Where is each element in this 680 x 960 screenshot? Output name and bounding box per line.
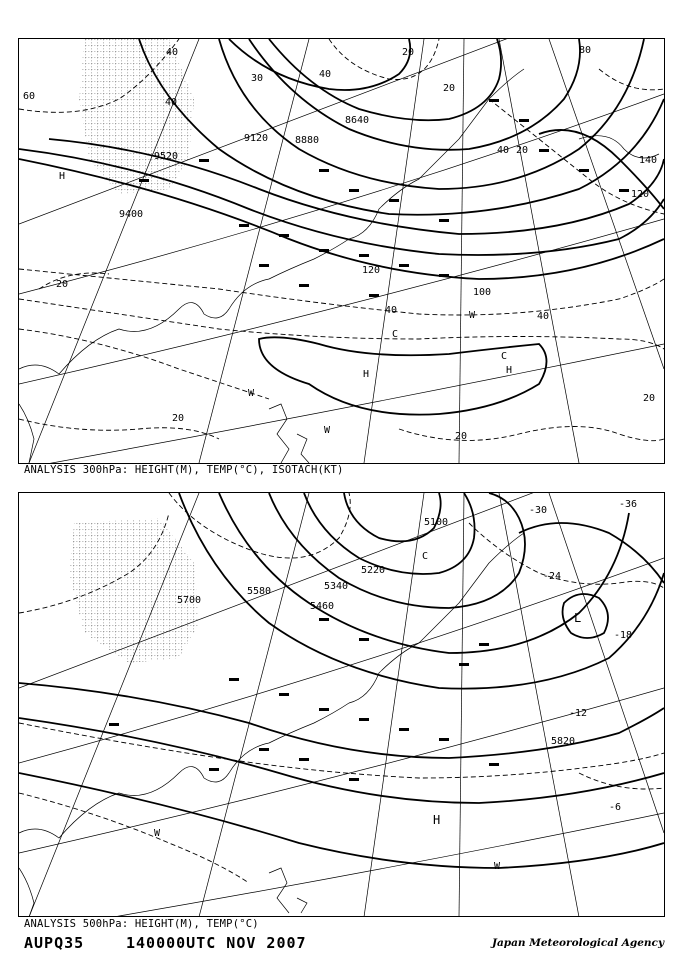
label-9120: 9120 (244, 133, 269, 144)
chart-code: AUPQ35 (24, 934, 85, 952)
label-5820: 5820 (551, 736, 576, 747)
caption-500hpa: ANALYSIS 500hPa: HEIGHT(M), TEMP(°C) (24, 918, 259, 930)
caption-300hpa: ANALYSIS 300hPa: HEIGHT(M), TEMP(°C), ISOTACH(KT) (24, 464, 344, 476)
label-20a: 20 (402, 47, 415, 58)
symbol-high: H (433, 813, 441, 827)
symbol-warm-c: W (469, 310, 476, 321)
map-labels-500 (154, 499, 637, 872)
label-100: 100 (473, 287, 492, 298)
label-40b: 40 (165, 97, 178, 108)
symbol-warm-a: W (154, 828, 161, 839)
label-9400: 9400 (119, 209, 144, 220)
label-120a: 120 (362, 265, 381, 276)
symbol-high-b: H (506, 365, 513, 376)
label-5100: 5100 (424, 517, 449, 528)
analysis-time: 140000UTC NOV 2007 (126, 934, 307, 952)
label-60: 60 (23, 91, 36, 102)
label-5340: 5340 (324, 581, 349, 592)
label-40a: 40 (166, 47, 179, 58)
symbol-warm-b: W (324, 425, 331, 436)
label-40e: 40 (537, 311, 550, 322)
hatched-area (69, 518, 202, 663)
label-20b: 20 (443, 83, 456, 94)
label-140: 140 (639, 155, 658, 166)
symbol-high-c: H (59, 171, 66, 182)
label-minus-18: -18 (614, 630, 633, 641)
symbol-cold-b: C (501, 351, 508, 362)
map-panel-300hpa (18, 38, 665, 464)
label-8880: 8880 (295, 135, 320, 146)
label-20c: 20 (56, 279, 69, 290)
symbol-high-a: H (363, 369, 370, 380)
label-20f: 20 (643, 393, 656, 404)
symbol-cold-a: C (392, 329, 399, 340)
label-5700: 5700 (177, 595, 202, 606)
symbol-warm-a: W (248, 388, 255, 399)
symbol-warm-b: W (494, 861, 501, 872)
label-40f: 40 (385, 305, 398, 316)
label-minus-36: -36 (619, 499, 638, 510)
label-5220: 5220 (361, 565, 386, 576)
label-9520: 9520 (154, 151, 179, 162)
label-20d: 20 (172, 413, 185, 424)
label-30: 30 (251, 73, 264, 84)
label-20g: 20 (516, 145, 529, 156)
label-minus-24: -24 (543, 571, 562, 582)
label-80: 80 (579, 45, 592, 56)
label-8640: 8640 (345, 115, 370, 126)
label-minus-30: -30 (529, 505, 548, 516)
label-minus-6: -6 (609, 802, 622, 813)
label-20e: 20 (455, 431, 468, 442)
label-5580: 5580 (247, 586, 272, 597)
symbol-low: L (574, 611, 582, 625)
label-40d: 40 (497, 145, 510, 156)
symbol-cold: C (422, 551, 429, 562)
label-40c: 40 (319, 69, 332, 80)
map-panel-500hpa (18, 492, 665, 917)
map-500hpa-chart (19, 493, 664, 917)
agency-name: Japan Meteorological Agency (492, 937, 665, 949)
map-300hpa-chart (19, 39, 664, 463)
label-minus-12: -12 (569, 708, 588, 719)
label-120b: 120 (631, 189, 650, 200)
label-5460: 5460 (310, 601, 335, 612)
